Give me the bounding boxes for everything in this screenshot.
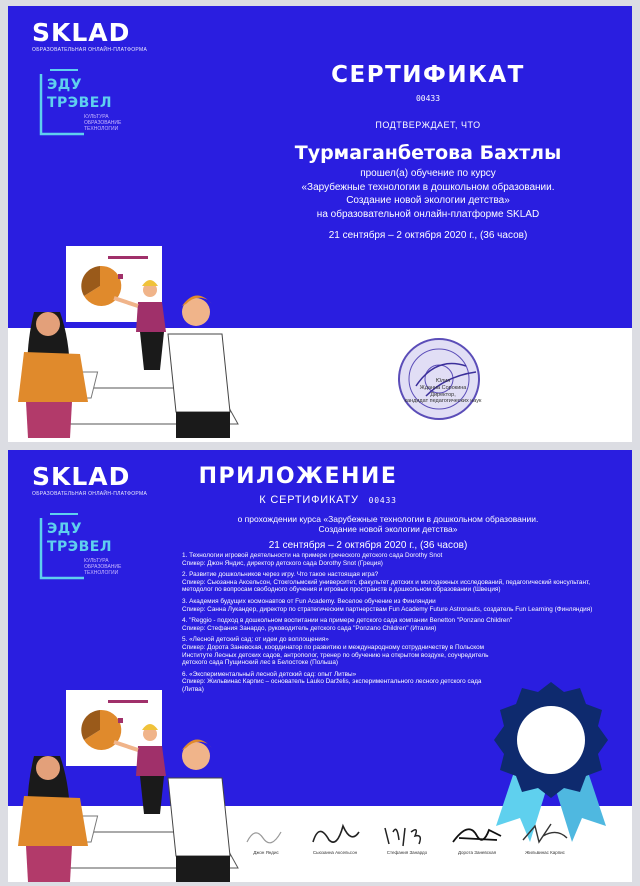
signer-line-3: Директор, <box>430 391 456 398</box>
signature-name: Сьюзанна Аксельсон <box>312 850 358 855</box>
edu-travel-logo <box>38 512 122 584</box>
certificate-title: СЕРТИФИКАТ <box>331 62 525 88</box>
appendix-page <box>8 450 632 882</box>
appendix-title: ПРИЛОЖЕНИЕ <box>198 464 398 489</box>
list-item <box>182 598 602 613</box>
about-line-2: Создание новой экологии детства» <box>318 524 458 534</box>
sklad-logo <box>32 20 147 53</box>
signature-1 <box>236 822 296 855</box>
list-item <box>182 571 602 594</box>
item-title: 5. «Лесной детский сад: от идеи до воплощения» <box>182 636 329 644</box>
course-name-line2: Создание новой экологии детства» <box>346 195 510 206</box>
appendix-subtitle-row <box>198 494 458 506</box>
certificate-page <box>8 6 632 442</box>
item-text: Спикер: Сьюзанна Аксельсон, Стокгольмский университет, факультет детских и молодежных исследований, педагогический консультант, методолог по вопросам свободного обучения и игровых пространств в дошкольном образовании (Швеция) <box>182 578 591 594</box>
appendix-number: 00433 <box>368 496 397 505</box>
certificate-number: 00433 <box>415 94 441 103</box>
edu-tagline: КУЛЬТУРА ОБРАЗОВАНИЕ ТЕХНОЛОГИИ <box>84 558 122 576</box>
item-text: Спикер: Дорота Заневская, координатор по развитию и международному сотрудничеству в Польском Институте Лесных детских садов, антрополог, тренер по обучению на открытом воздухе, соучредитель детского сада Пущинский лес в Белостоке (Польша) <box>182 643 489 667</box>
edu-travel-logo <box>38 68 122 140</box>
about-line-1: о прохождении курса «Зарубежные технологии в дошкольном образовании. <box>237 514 539 524</box>
completed-line: прошел(а) обучение по курсу <box>360 168 496 179</box>
presentation-illustration <box>8 686 248 882</box>
appendix-dates: 21 сентября – 2 октября 2020 г., (36 часов) <box>268 540 468 551</box>
item-title: 4. "Reggio - подход в дошкольном воспитании на примере детского сада компании Benetton "Ponzano Children" <box>182 617 513 625</box>
item-text: Спикер: Санна Лукандер, директор по стратегическим партнерствам Fun Academy Future Astronauts, создатель Fun Learning (Финляндия) <box>182 605 593 613</box>
logo-tagline: ОБРАЗОВАТЕЛЬНАЯ ОНЛАЙН-ПЛАТФОРМА <box>32 491 148 497</box>
confirms-label: ПОДТВЕРЖДАЕТ, ЧТО <box>375 120 481 130</box>
signature-3 <box>374 818 440 855</box>
signer-block <box>368 378 518 405</box>
logo-wordmark: SKLAD <box>32 462 131 491</box>
edu-word-1: ЭДУ <box>47 77 83 93</box>
item-text: Спикер: Жильвинас Карпис – основатель Lauko Darželis, экспериментального лесного детского сада (Литва) <box>182 678 482 693</box>
item-text: Спикер: Стефания Занардо, руководитель детского сада "Ponzano Children" (Италия) <box>182 624 437 632</box>
item-title: 1. Технологии игровой деятельности на примере греческого детского сада Dorothy Snot <box>182 552 443 559</box>
edu-word-2: ТРЭВЕЛ <box>47 539 112 555</box>
signature-5 <box>512 818 578 855</box>
signature-2 <box>302 818 368 855</box>
signer-line-4: кандидат педагогических наук <box>404 398 482 405</box>
signature-name: Жильвинас Карпис <box>525 850 565 855</box>
signature-name: Дорота Заневская <box>457 850 497 855</box>
signature-name: Джон Яндис <box>253 850 279 855</box>
sklad-logo <box>32 464 147 497</box>
item-title: 3. Академия будущих космонавтов от Fun Academy. Веселое обучение из Финляндии <box>182 597 436 605</box>
edu-word-1: ЭДУ <box>47 521 83 537</box>
list-item <box>182 617 602 632</box>
course-description <box>238 167 618 243</box>
list-item <box>182 636 502 666</box>
list-item <box>182 552 602 567</box>
edu-word-2: ТРЭВЕЛ <box>47 95 112 111</box>
logo-tagline: ОБРАЗОВАТЕЛЬНАЯ ОНЛАЙН-ПЛАТФОРМА <box>32 47 148 53</box>
logo-wordmark: SKLAD <box>32 18 131 47</box>
item-title: 2. Развитие дошкольников через игру. Что такое настоящая игра? <box>182 571 379 579</box>
course-dates: 21 сентября – 2 октября 2020 г., (36 часов) <box>328 230 528 241</box>
signature-name: Стефания Занардо <box>386 850 428 855</box>
edu-tagline: КУЛЬТУРА ОБРАЗОВАНИЕ ТЕХНОЛОГИИ <box>84 114 122 132</box>
signer-line-2: Жданна Сорокина <box>419 384 467 391</box>
recipient-name: Турмаганбетова Бахтлы <box>294 142 562 164</box>
presentation-illustration <box>8 242 248 442</box>
signature-4 <box>444 818 510 855</box>
appendix-about <box>158 514 618 534</box>
signer-line-1: Юлия <box>435 378 451 384</box>
item-text: Спикер: Джон Яндис, директор детского сада Dorothy Snot (Греция) <box>182 559 383 567</box>
platform-line: на образовательной онлайн-платформе SKLAD <box>316 208 540 220</box>
appendix-subtitle: К СЕРТИФИКАТУ <box>259 494 359 506</box>
item-title: 6. «Экспериментальный лесной детский сад: опыт Литвы» <box>182 670 357 678</box>
course-name-line1: «Зарубежные технологии в дошкольном образовании. <box>301 181 555 193</box>
